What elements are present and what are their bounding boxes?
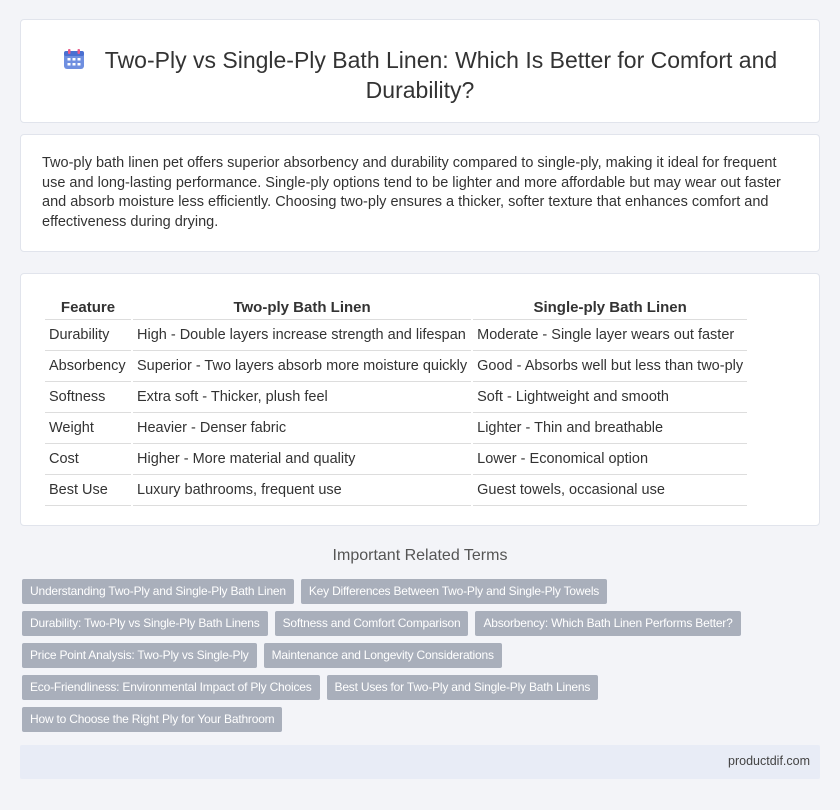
feature-cell: Softness — [45, 382, 131, 413]
intro-card — [20, 134, 820, 252]
related-term-tag[interactable]: Absorbency: Which Bath Linen Performs Better? — [475, 611, 740, 636]
single-ply-cell: Moderate - Single layer wears out faster — [473, 320, 747, 351]
feature-cell: Best Use — [45, 475, 131, 506]
table-header-row — [45, 293, 747, 320]
table-row — [45, 382, 747, 413]
tag-row — [22, 611, 812, 643]
single-ply-cell: Soft - Lightweight and smooth — [473, 382, 747, 413]
two-ply-cell: Extra soft - Thicker, plush feel — [133, 382, 471, 413]
table-row — [45, 413, 747, 444]
feature-cell: Durability — [45, 320, 131, 351]
footer — [20, 745, 820, 779]
related-term-tag[interactable]: Softness and Comfort Comparison — [275, 611, 469, 636]
header-feature: Feature — [45, 293, 131, 320]
feature-cell: Weight — [45, 413, 131, 444]
related-term-tag[interactable]: Eco-Friendliness: Environmental Impact of Ply Choices — [22, 675, 320, 700]
tag-row — [22, 579, 812, 611]
related-term-tag[interactable]: How to Choose the Right Ply for Your Bathroom — [22, 707, 282, 732]
two-ply-cell: High - Double layers increase strength and lifespan — [133, 320, 471, 351]
related-terms-heading: Important Related Terms — [332, 547, 508, 564]
header-two-ply: Two-ply Bath Linen — [133, 293, 471, 320]
single-ply-cell: Good - Absorbs well but less than two-ply — [473, 351, 747, 382]
page-title: Two-Ply vs Single-Ply Bath Linen: Which Is Better for Comfort and Durability? — [104, 47, 778, 103]
footer-site-name[interactable]: productdif.com — [728, 754, 810, 768]
table-row — [45, 444, 747, 475]
title-card — [20, 19, 820, 123]
two-ply-cell: Higher - More material and quality — [133, 444, 471, 475]
comparison-table-card — [20, 273, 820, 526]
single-ply-cell: Lighter - Thin and breathable — [473, 413, 747, 444]
table-row — [45, 320, 747, 351]
table-row — [45, 475, 747, 506]
related-term-tag[interactable]: Maintenance and Longevity Considerations — [264, 643, 502, 668]
intro-paragraph: Two-ply bath linen pet offers superior absorbency and durability compared to single-ply, making it ideal for frequent use and long-lasting performance. Single-ply options tend to be lighter and more affordable but may wear out faster and absorb moisture less efficiently. Choosing two-ply ensures a thicker, softer texture that enhances comfort and effectiveness during drying. — [42, 155, 781, 230]
related-term-tag[interactable]: Best Uses for Two-Ply and Single-Ply Bath Linens — [327, 675, 599, 700]
related-term-tag[interactable]: Price Point Analysis: Two-Ply vs Single-Ply — [22, 643, 257, 668]
single-ply-cell: Lower - Economical option — [473, 444, 747, 475]
two-ply-cell: Superior - Two layers absorb more moisture quickly — [133, 351, 471, 382]
tag-row — [22, 707, 812, 739]
feature-cell: Cost — [45, 444, 131, 475]
feature-cell: Absorbency — [45, 351, 131, 382]
tag-row — [22, 675, 812, 707]
related-term-tag[interactable]: Understanding Two-Ply and Single-Ply Bath Linen — [22, 579, 294, 604]
related-term-tag[interactable]: Durability: Two-Ply vs Single-Ply Bath Linens — [22, 611, 268, 636]
header-single-ply: Single-ply Bath Linen — [473, 293, 747, 320]
calendar-icon — [63, 47, 85, 69]
single-ply-cell: Guest towels, occasional use — [473, 475, 747, 506]
tag-row — [22, 643, 812, 675]
two-ply-cell: Heavier - Denser fabric — [133, 413, 471, 444]
comparison-table — [43, 293, 749, 506]
table-row — [45, 351, 747, 382]
two-ply-cell: Luxury bathrooms, frequent use — [133, 475, 471, 506]
page-title-wrap — [21, 45, 819, 105]
related-term-tag[interactable]: Key Differences Between Two-Ply and Single-Ply Towels — [301, 579, 607, 604]
related-terms-list — [22, 579, 812, 739]
